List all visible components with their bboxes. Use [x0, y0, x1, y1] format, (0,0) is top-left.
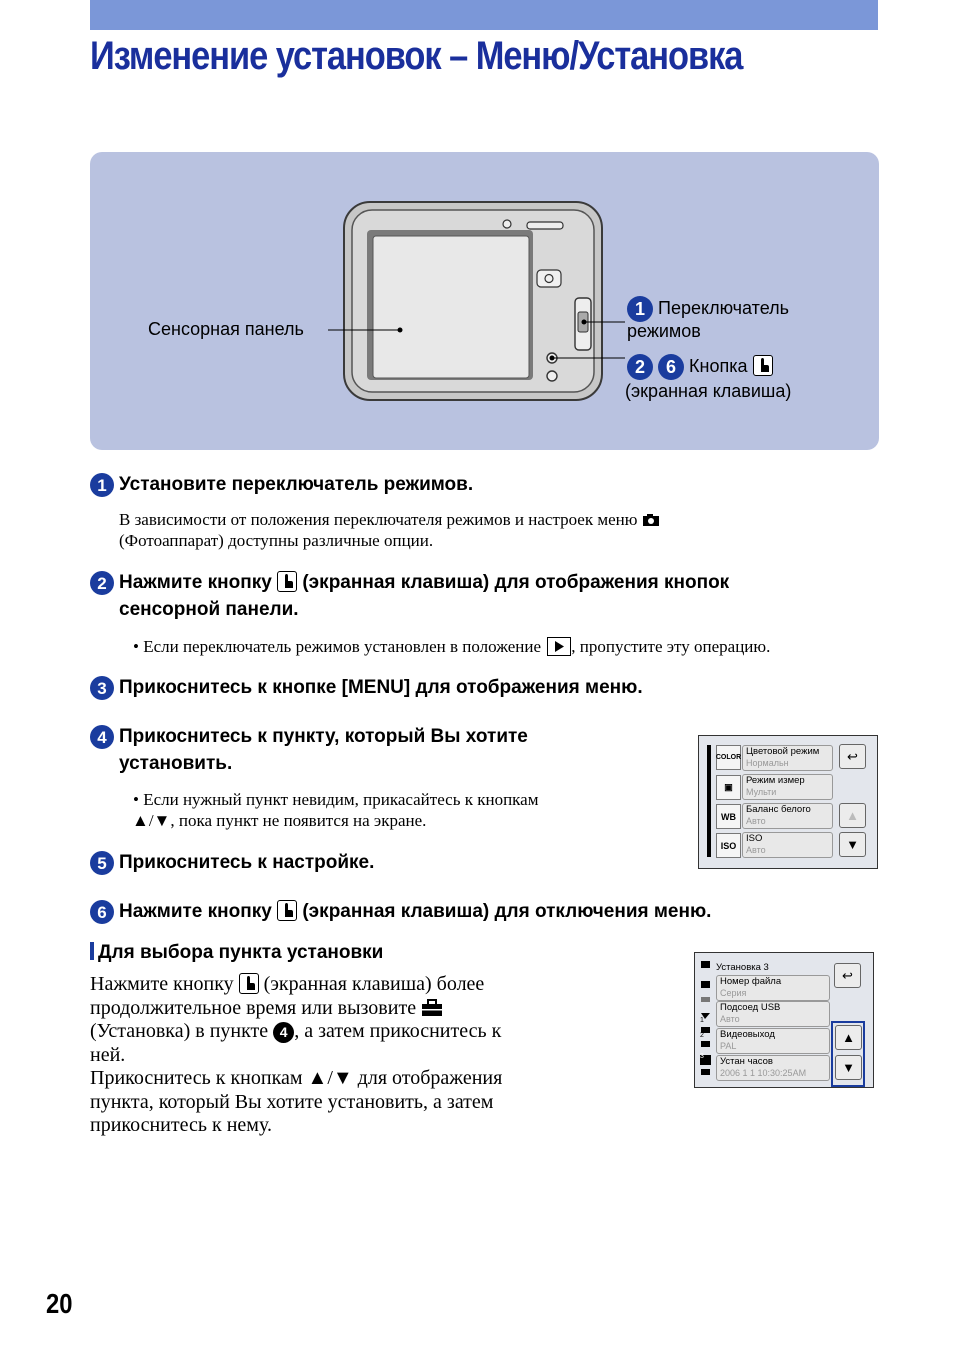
- step-number-badge: 4: [273, 1022, 294, 1043]
- menu-item[interactable]: [716, 1001, 830, 1027]
- tab-label: 1: [700, 1017, 704, 1024]
- step-text: Прикоснитесь к настройке.: [119, 852, 375, 873]
- step-text: Нажмите кнопку: [119, 901, 272, 922]
- heading-marker: [90, 942, 94, 960]
- step-number-badge: 2: [627, 354, 653, 380]
- camera-illustration-panel: [90, 152, 879, 450]
- item-value: Авто: [746, 845, 766, 855]
- step-text: Прикоснитесь к кнопке [MENU] для отображения меню.: [119, 677, 643, 698]
- item-name: ISO: [746, 833, 763, 844]
- step-5: [90, 849, 374, 876]
- toolbox-icon: [421, 999, 443, 1017]
- mode-switch-label: Переключатель: [658, 297, 789, 318]
- menu-item[interactable]: [742, 745, 833, 771]
- heading-text: Для выбора пункта установки: [98, 942, 384, 963]
- step-number-badge: 4: [90, 725, 114, 749]
- step-text: (экранная клавиша) для отключения меню.: [302, 901, 712, 922]
- para-text: ней.: [90, 1043, 126, 1066]
- item-name: Подсоед USB: [720, 1002, 781, 1013]
- item-name: Номер файла: [720, 976, 782, 987]
- step-4: [90, 723, 650, 777]
- triangle-up-icon: ▲: [846, 808, 859, 823]
- button-label: Кнопка: [689, 355, 748, 376]
- finger-button-callout: [627, 354, 773, 380]
- mode-switch-callout: [627, 296, 789, 322]
- step-number-badge: 5: [90, 851, 114, 875]
- triangle-down-icon: ▼: [842, 1060, 855, 1075]
- color-icon: COLOR: [716, 745, 741, 770]
- return-icon: ↩: [847, 748, 858, 764]
- item-name: Цветовой режим: [746, 746, 820, 757]
- touch-panel-label: Сенсорная панель: [148, 319, 304, 339]
- step-text: Прикоснитесь к пункту, который Вы хотите: [119, 726, 528, 747]
- page-title: Изменение установок – Меню/Установка: [90, 34, 743, 78]
- item-value: Нормальн: [746, 758, 789, 768]
- step-number-badge: 1: [90, 473, 114, 497]
- step-2-note: [133, 636, 770, 657]
- setup-screen-title: Установка 3: [716, 962, 769, 973]
- item-name: Режим измер: [746, 775, 805, 786]
- step-number-badge: 3: [90, 676, 114, 700]
- step-number-badge: 6: [90, 900, 114, 924]
- menu-screen: [698, 735, 878, 869]
- metering-icon: ▣: [716, 775, 741, 800]
- item-value: Мульти: [746, 787, 777, 797]
- item-name: Устан часов: [720, 1056, 773, 1067]
- note-text: , пропустите эту операцию.: [571, 637, 771, 656]
- finger-button-icon: [277, 571, 297, 592]
- step-6: [90, 898, 711, 925]
- step-3: [90, 674, 643, 701]
- step-text: Установите переключатель режимов.: [119, 474, 474, 495]
- para-text: Прикоснитесь к кнопкам ▲/▼ для отображения: [90, 1067, 503, 1089]
- menu-item[interactable]: [716, 1028, 830, 1054]
- item-name: Видеовыход: [720, 1029, 775, 1040]
- camera-mode-icon: [642, 513, 660, 527]
- desc-line: В зависимости от положения переключателя режимов и настроек меню: [119, 510, 638, 529]
- step-text: (экранная клавиша) для отображения кнопок: [302, 572, 730, 593]
- item-value: Авто: [720, 1014, 740, 1024]
- step-text: сенсорной панели.: [119, 599, 299, 620]
- desc-line: (Фотоаппарат) доступны различные опции.: [119, 531, 434, 550]
- para-text: прикоснитесь к нему.: [90, 1114, 272, 1136]
- step-1: [90, 471, 473, 498]
- return-icon: ↩: [842, 967, 853, 983]
- return-button[interactable]: [839, 744, 866, 769]
- return-button[interactable]: [834, 963, 861, 988]
- item-value: Авто: [746, 816, 766, 826]
- triangle-down-icon: ▼: [846, 837, 859, 852]
- para-text: продолжительное время или вызовите: [90, 996, 417, 1019]
- setup-instructions: [90, 973, 570, 1138]
- iso-icon: ISO: [716, 833, 741, 858]
- para-text: пункта, который Вы хотите установить, а затем: [90, 1090, 494, 1113]
- menu-item[interactable]: [716, 975, 830, 1001]
- para-text: (Установка) в пункте: [90, 1020, 269, 1042]
- finger-button-icon: [277, 900, 297, 921]
- step-2: [90, 569, 850, 623]
- header-bar: [90, 0, 878, 30]
- section-heading: [90, 941, 383, 965]
- para-text: Нажмите кнопку: [90, 973, 234, 995]
- item-value: Серия: [720, 988, 747, 998]
- scroll-up-button[interactable]: [839, 803, 866, 828]
- note-line: ▲/▼, пока пункт не появится на экране.: [132, 811, 427, 830]
- step-number-badge: 1: [627, 296, 653, 322]
- note-text: • Если переключатель режимов установлен в положение: [133, 637, 542, 656]
- note-line: • Если нужный пункт невидим, прикасайтесь к кнопкам: [133, 790, 539, 809]
- scroll-thumb: [707, 745, 711, 773]
- button-label-2: (экранная клавиша): [625, 381, 792, 401]
- finger-button-icon: [753, 355, 773, 376]
- menu-item[interactable]: [742, 803, 833, 829]
- page-number: 20: [46, 1288, 73, 1319]
- white-balance-icon: WB: [716, 804, 741, 829]
- menu-item[interactable]: [742, 774, 833, 800]
- para-text: (экранная клавиша) более: [263, 973, 485, 995]
- scroll-down-button[interactable]: [839, 832, 866, 857]
- finger-button-icon: [239, 973, 259, 994]
- step-4-note: [133, 789, 539, 831]
- tab-label-active: 3: [700, 1053, 704, 1060]
- item-value: 2006 1 1 10:30:25AM: [720, 1068, 807, 1078]
- para-text: , а затем прикоснитесь к: [294, 1020, 502, 1042]
- item-name: Баланс белого: [746, 804, 811, 815]
- tab-label: 2: [700, 1032, 704, 1039]
- playback-icon: [547, 637, 571, 656]
- step-text: Нажмите кнопку: [119, 572, 272, 593]
- step-1-description: [119, 509, 819, 551]
- scroll-down-button[interactable]: [835, 1055, 862, 1080]
- step-text: установить.: [119, 753, 233, 774]
- scroll-up-button[interactable]: [835, 1025, 862, 1050]
- item-value: PAL: [720, 1041, 737, 1051]
- triangle-up-icon: ▲: [842, 1030, 855, 1045]
- step-number-badge: 2: [90, 571, 114, 595]
- step-number-badge: 6: [658, 354, 684, 380]
- menu-item[interactable]: [716, 1055, 830, 1081]
- setup-screen: [694, 952, 874, 1088]
- mode-switch-label-2: режимов: [627, 321, 701, 341]
- menu-item[interactable]: [742, 832, 833, 858]
